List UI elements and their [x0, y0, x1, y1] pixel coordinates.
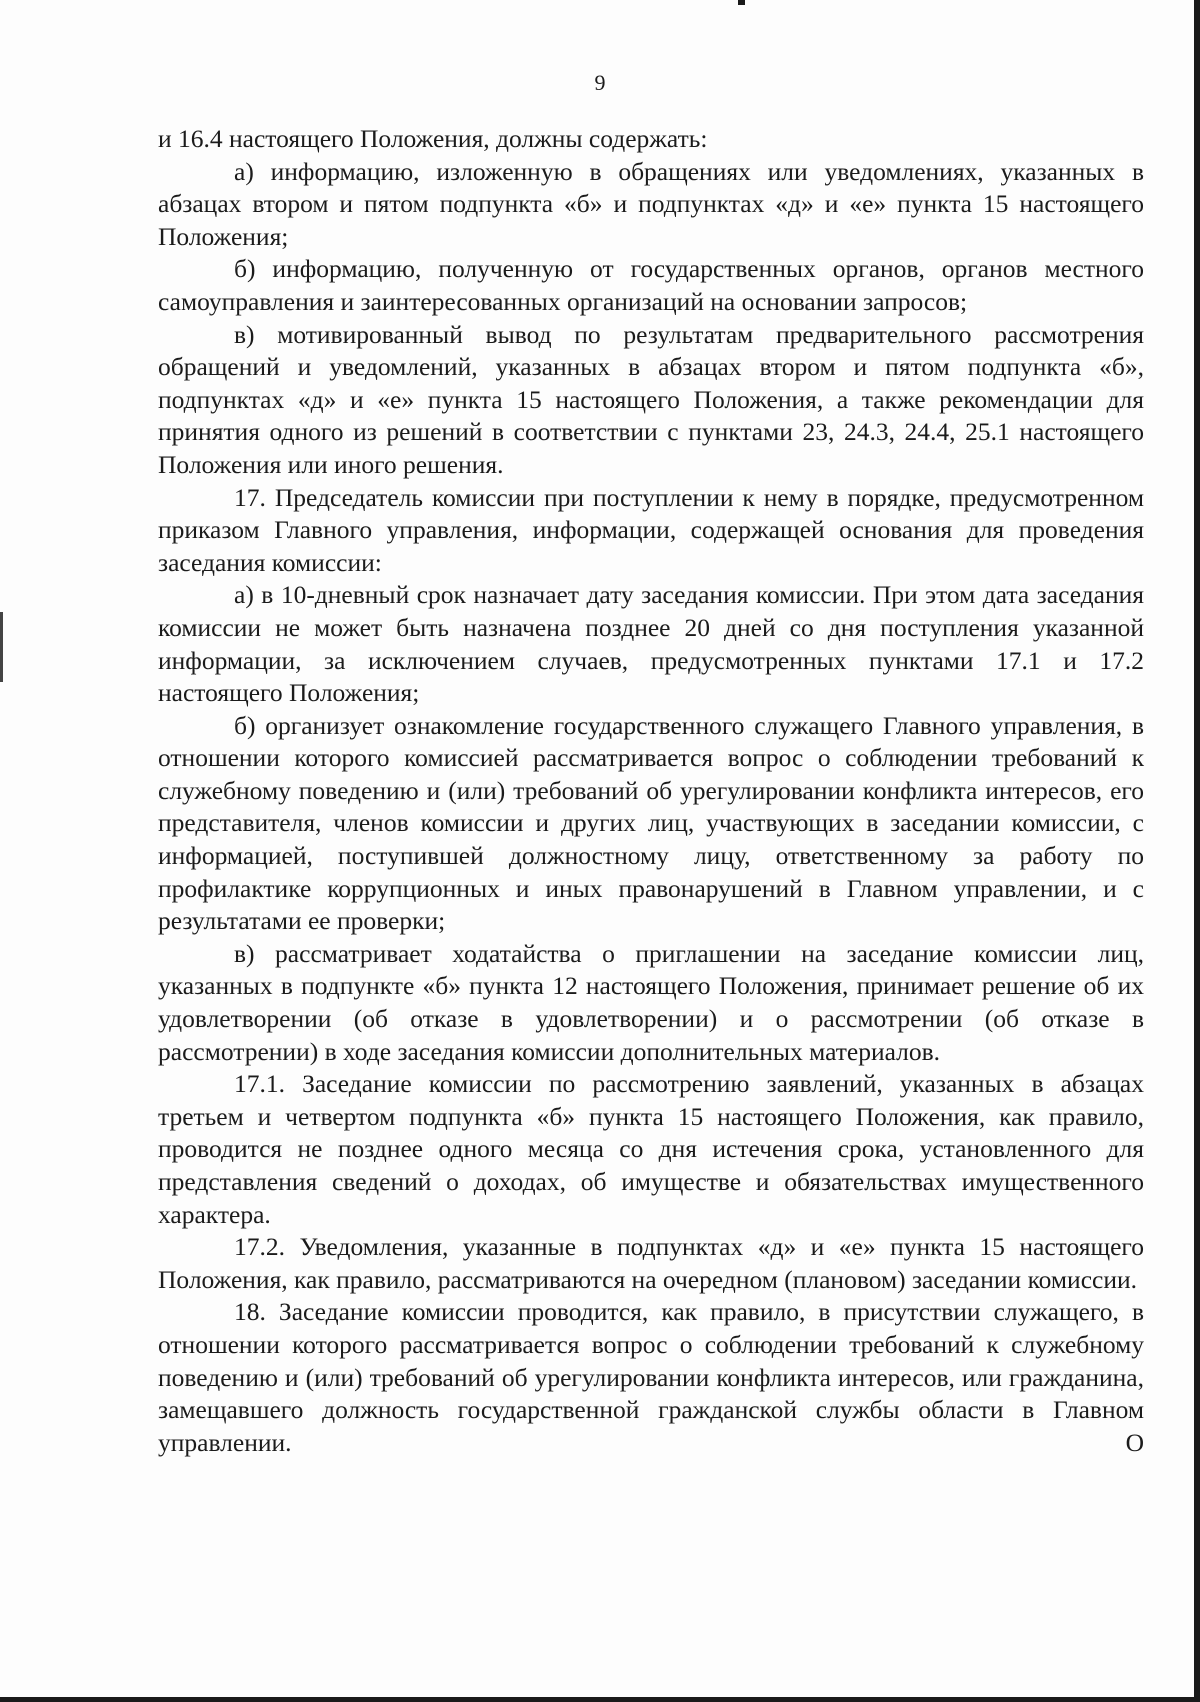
page-number: 9 — [594, 70, 606, 95]
paragraph-continuation: и 16.4 настоящего Положения, должны содержать: — [158, 124, 708, 153]
paragraph-17-2: 17.2. Уведомления, указанные в подпунктах «д» и «е» пункта 15 настоящего Положения, как правило, рассматриваются на очередном (плановом) заседании комиссии. — [158, 1232, 1144, 1294]
paragraph-16-a: а) информацию, изложенную в обращениях или уведомлениях, указанных в абзацах втором и пятом подпункта «б» и подпунктах «д» и «е» пункта 15 настоящего Положения; — [158, 156, 1144, 251]
document-body — [158, 123, 1144, 1459]
paragraph-17: 17. Председатель комиссии при поступлении к нему в порядке, предусмотренном приказом Главного управления, информации, содержащей основания для проведения заседания комиссии: — [158, 482, 1144, 577]
paragraph-17-a: а) в 10-дневный срок назначает дату заседания комиссии. При этом дата заседания комиссии не может быть назначена позднее 20 дней со дня поступления указанной информации, за исключением случаев, предусмотренных пунктами 17.1 и 17.2 настоящего Положения; — [158, 580, 1144, 708]
scan-edge-right — [1194, 0, 1200, 1702]
paragraph-17-1: 17.1. Заседание комиссии по рассмотрению заявлений, указанных в абзацах третьем и четвертом подпункта «б» пункта 15 настоящего Положения, как правило, проводится не позднее одного месяца со дня истечения срока, установленного для представления сведений о доходах, об имуществе и обязательствах имущественного характера. — [158, 1069, 1144, 1229]
paragraph-18: 18. Заседание комиссии проводится, как правило, в присутствии служащего, в отношении которого рассматривается вопрос о соблюдении требований к служебному поведению и (или) требований об урегулировании конфликта интересов, или гражданина, замещавшего должность государственной гражданской службы области в Главном управлении. О — [158, 1297, 1144, 1457]
scan-artifact-left — [0, 612, 3, 682]
paragraph-17-b: б) организует ознакомление государственного служащего Главного управления, в отношении которого комиссией рассматривается вопрос о соблюдении требований к служебному поведению и (или) требований об урегулировании конфликта интересов, его представителя, членов комиссии и других лиц, участвующих в заседании комиссии, с информацией, поступившей должностному лицу, ответственному за работу по профилактике коррупционных и иных правонарушений в Главном управлении, и с результатами ее проверки; — [158, 710, 1144, 936]
scan-artifact-top — [738, 0, 745, 5]
scan-edge-bottom — [0, 1697, 1200, 1702]
paragraph-17-v: в) рассматривает ходатайства о приглашении на заседание комиссии лиц, указанных в подпункте «б» пункта 12 настоящего Положения, принимает решение об их удовлетворении (об отказе в удовлетворении) и о рассмотрении (об отказе в рассмотрении) в ходе заседания комиссии дополнительных материалов. — [158, 938, 1144, 1066]
paragraph-16-b: б) информацию, полученную от государственных органов, органов местного самоуправления и заинтересованных организаций на основании запросов; — [158, 254, 1144, 316]
paragraph-16-v: в) мотивированный вывод по результатам предварительного рассмотрения обращений и уведомлений, указанных в абзацах втором и пятом подпункта «б», подпунктах «д» и «е» пункта 15 настоящего Положения, а также рекомендации для принятия одного из решений в соответствии с пунктами 23, 24.3, 24.4, 25.1 настоящего Положения или иного решения. — [158, 319, 1144, 479]
